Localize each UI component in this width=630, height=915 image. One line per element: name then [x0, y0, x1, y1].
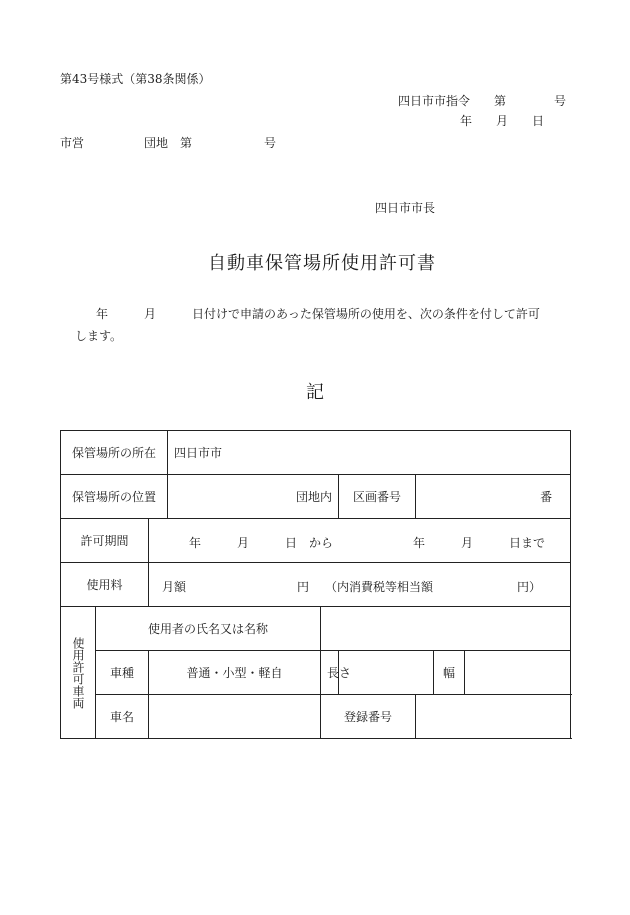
user-row	[61, 607, 571, 651]
length-label: 長さ	[321, 651, 339, 695]
width-label: 幅	[434, 651, 465, 695]
block-number-label: 区画番号	[339, 475, 416, 519]
length-value	[339, 651, 434, 695]
vehicle-group-label: 使用許可車両	[61, 607, 96, 739]
location-row	[61, 431, 571, 475]
form-number: 第43号様式（第38条関係）	[60, 72, 211, 86]
car-name-label: 車名	[96, 695, 149, 739]
position-label: 保管場所の位置	[61, 475, 168, 519]
car-name-row	[61, 695, 571, 739]
user-name-label: 使用者の氏名又は名称	[96, 607, 321, 651]
car-name-value	[149, 695, 321, 739]
fee-label: 使用料	[61, 563, 149, 607]
car-type-label: 車種	[96, 651, 149, 695]
period-value	[149, 519, 571, 563]
user-name-value	[321, 607, 571, 651]
directive-number: 四日市市指令 第 号	[398, 94, 567, 108]
car-type-row	[61, 651, 571, 695]
period-from: 年 月 日 から	[189, 536, 334, 550]
location-label: 保管場所の所在	[61, 431, 168, 475]
fee-yen: 円	[297, 580, 310, 594]
permit-table	[60, 430, 571, 739]
fee-value	[149, 563, 571, 607]
registration-number-label: 登録番号	[321, 695, 416, 739]
location-value: 四日市市	[168, 431, 571, 475]
issuer: 四日市市長	[375, 201, 436, 215]
width-value	[465, 651, 571, 695]
period-row	[61, 519, 571, 563]
issue-date: 年 月 日	[460, 114, 545, 128]
period-to: 年 月 日まで	[413, 536, 546, 550]
body-text-line2: します。	[75, 329, 123, 343]
fee-monthly: 月額	[162, 580, 187, 594]
danchi-nai: 団地内	[168, 475, 339, 519]
position-row	[61, 475, 571, 519]
housing-line: 市営 団地 第 号	[60, 136, 277, 150]
period-label: 許可期間	[61, 519, 149, 563]
fee-row	[61, 563, 571, 607]
ki-heading: 記	[306, 382, 324, 403]
registration-number-value	[416, 695, 571, 739]
ban-suffix: 番	[416, 475, 571, 519]
fee-tax: （内消費税等相当額 円）	[325, 580, 542, 594]
document-title: 自動車保管場所使用許可書	[208, 253, 436, 274]
car-type-value: 普通・小型・軽自	[149, 651, 321, 695]
body-text-line1: 年 月 日付けで申請のあった保管場所の使用を、次の条件を付して許可	[60, 307, 540, 321]
